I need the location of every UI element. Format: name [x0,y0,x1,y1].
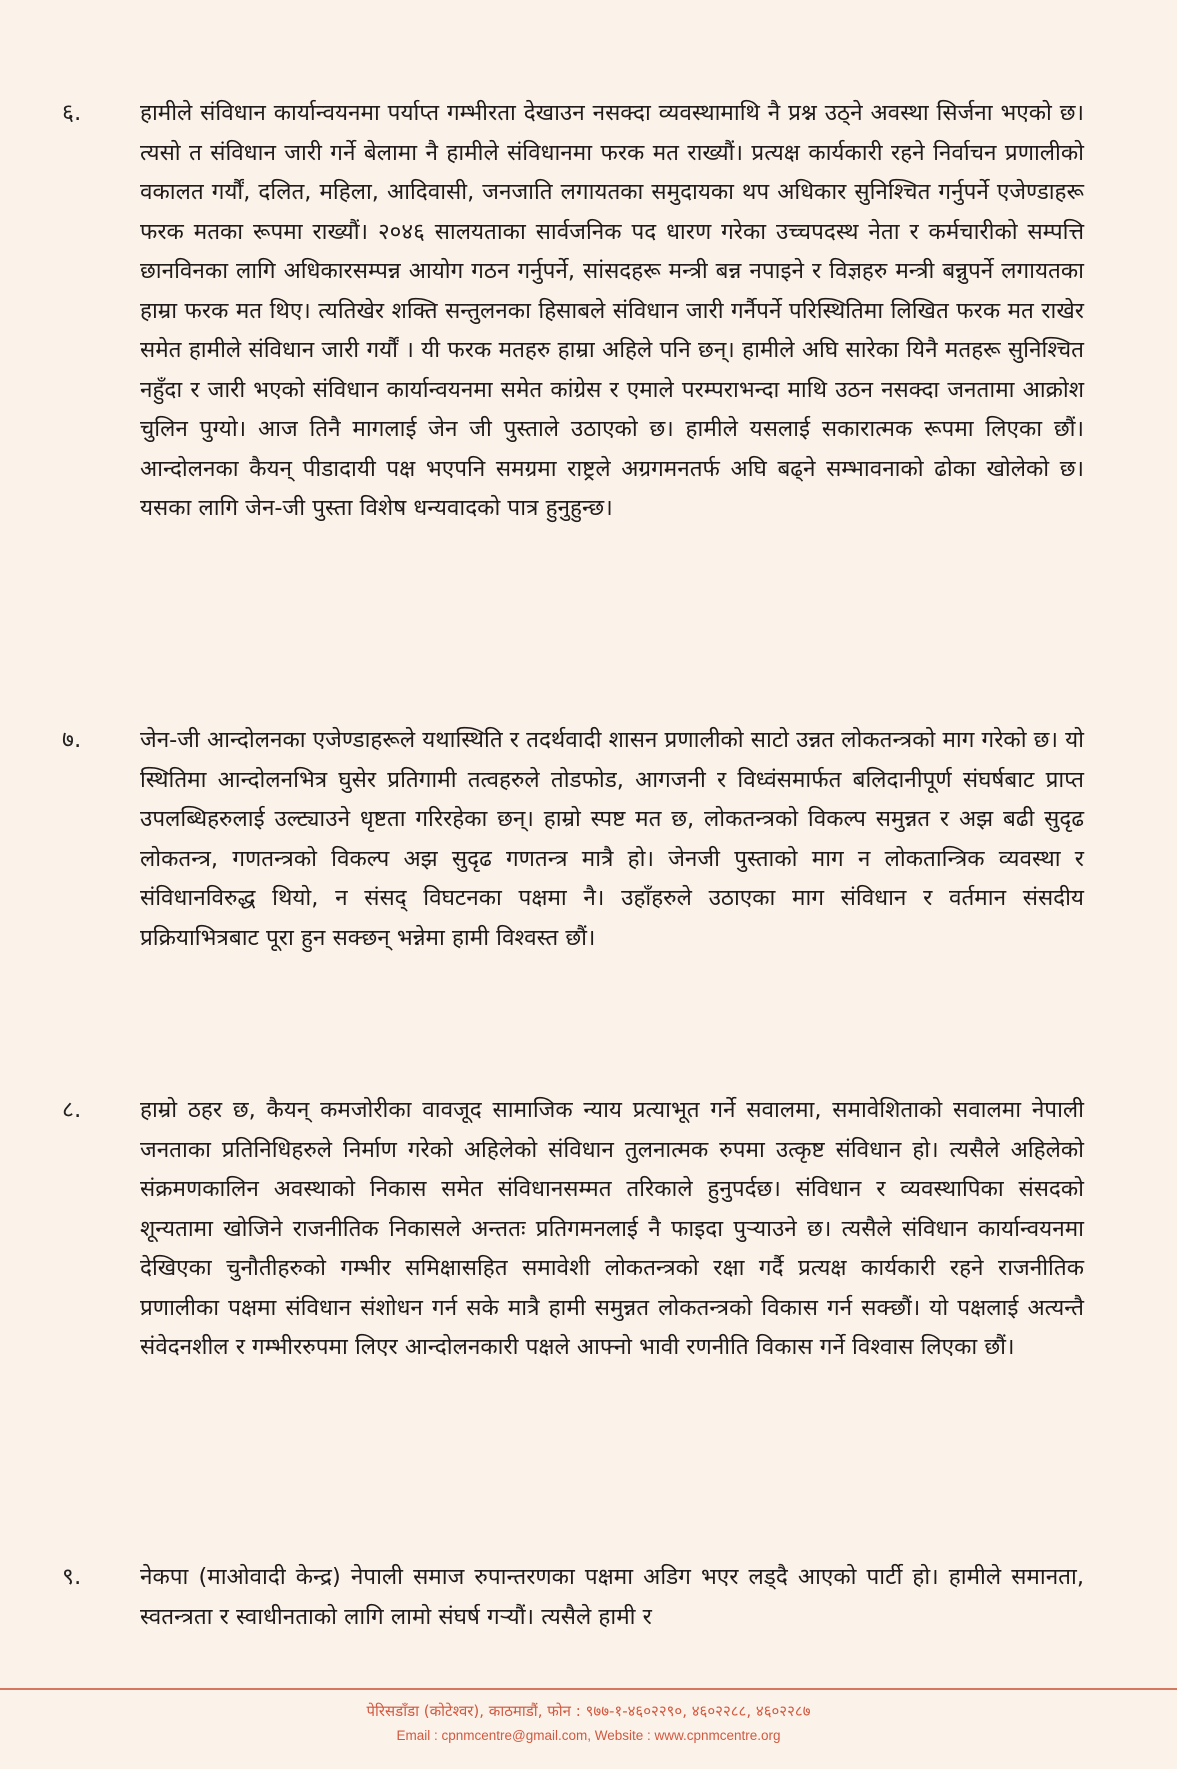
paragraph-text: हामीले संविधान कार्यान्वयनमा पर्याप्त गम्भीरता देखाउन नसक्दा व्यवस्थामाथि नै प्रश्न उठ्ने अवस्था सिर्जना भएको छ। त्यसो त संविधान जारी गर्ने बेलामा नै हामीले संविधानमा फरक मत राख्यौं। प्रत्यक्ष कार्यकारी रहने निर्वाचन प्रणालीको वकालत गर्यौं, दलित, महिला, आदिवासी, जनजाति लगायतका समुदायका थप अधिकार सुनिश्चित गर्नुपर्ने एजेण्डाहरू फरक मतका रूपमा राख्यौं। २०४६ सालयताका सार्वजनिक पद धारण गरेका उच्चपदस्थ नेता र कर्मचारीको सम्पत्ति छानविनका लागि अधिकारसम्पन्न आयोग गठन गर्नुपर्ने, सांसदहरू मन्त्री बन्न नपाइने र विज्ञहरु मन्त्री बन्नुपर्ने लगायतका हाम्रा फरक मत थिए। त्यतिखेर शक्ति सन्तुलनका हिसाबले संविधान जारी गर्नैपर्ने परिस्थितिमा लिखित फरक मत राखेर समेत हामीले संविधान जारी गर्यौं । यी फरक मतहरु हाम्रा अहिले पनि छन्। हामीले अघि सारेका यिनै मतहरू सुनिश्चित नहुँदा र जारी भएको संविधान कार्यान्वयनमा समेत कांग्रेस र एमाले परम्पराभन्दा माथि उठन नसक्दा जनतामा आक्रोश चुलिन पुग्यो। आज तिनै मागलाई जेन जी पुस्ताले उठाएको छ। हामीले यसलाई सकारात्मक रूपमा लिएका छौं। आन्दोलनका कैयन् पीडादायी पक्ष भएपनि समग्रमा राष्ट्रले अग्रगमनतर्फ अघि बढ्ने सम्भावनाको ढोका खोलेको छ। यसका लागि जेन-जी पुस्ता विशेष धन्यवादको पात्र हुनुहुन्छ। [140,100,1084,521]
paragraph-text: हाम्रो ठहर छ, कैयन् कमजोरीका वावजूद सामाजिक न्याय प्रत्याभूत गर्ने सवालमा, समावेशिताको सवालमा नेपाली जनताका प्रतिनिधिहरुले निर्माण गरेको अहिलेको संविधान तुलनात्मक रुपमा उत्कृष्ट संविधान हो। त्यसैले अहिलेको संक्रमणकालिन अवस्थाको निकास समेत संविधानसम्मत तरिकाले हुनुपर्दछ। संविधान र व्यवस्थापिका संसदको शून्यतामा खोजिने राजनीतिक निकासले अन्ततः प्रतिगमनलाई नै फाइदा पुर्‍याउने छ। त्यसैले संविधान कार्यान्वयनमा देखिएका चुनौतीहरुको गम्भीर समिक्षासहित समावेशी लोकतन्त्रको रक्षा गर्दै प्रत्यक्ष कार्यकारी रहने राजनीतिक प्रणालीका पक्षमा संविधान संशोधन गर्न सके मात्रै हामी समुन्नत लोकतन्त्रको विकास गर्न सक्छौं। यो पक्षलाई अत्यन्तै संवेदनशील र गम्भीररुपमा लिएर आन्दोलनकारी पक्षले आफ्नो भावी रणनीति विकास गर्ने विश्वास लिएका छौं। [140,1097,1084,1360]
paragraph-number: ७. [62,727,82,753]
paragraph-text: जेन-जी आन्दोलनका एजेण्डाहरूले यथास्थिति र तदर्थवादी शासन प्रणालीको साटो उन्नत लोकतन्त्रको माग गरेको छ। यो स्थितिमा आन्दोलनभित्र घुसेर प्रतिगामी तत्वहरुले तोडफोड, आगजनी र विध्वंसमार्फत बलिदानीपूर्ण संघर्षबाट प्राप्त उपलब्धिहरुलाई उल्ट्याउने धृष्टता गरिरहेका छन्। हाम्रो स्पष्ट मत छ, लोकतन्त्रको विकल्प समुन्नत र अझ बढी सुदृढ लोकतन्त्र, गणतन्त्रको विकल्प अझ सुदृढ गणतन्त्र मात्रै हो। जेनजी पुस्ताको माग न लोकतान्त्रिक व्यवस्था र संविधानविरुद्ध थियो, न संसद् विघटनका पक्षमा नै। उहाँहरुले उठाएका माग संविधान र वर्तमान संसदीय प्रक्रियाभित्रबाट पूरा हुन सक्छन् भन्नेमा हामी विश्वस्त छौं। [140,727,1085,951]
footer-address: पेरिसडाँडा (कोटेश्वर), काठमाडौं, फोन : ९७७-१-४६०२२९०, ४६०२२८८, ४६०२२८७ [366,1702,811,1720]
paragraph-6 [62,94,1112,529]
paragraph-8 [62,1091,1112,1368]
paragraph-7 [62,721,1112,958]
paragraph-9 [62,1558,1112,1637]
paragraph-number: ९. [62,1564,82,1590]
paragraph-number: ८. [62,1097,82,1123]
footer [0,1700,1177,1746]
paragraph-number: ६. [62,100,82,126]
paragraph-text: नेकपा (माओवादी केन्द्र) नेपाली समाज रुपान्तरणका पक्षमा अडिग भएर लड्दै आएको पार्टी हो। हामीले समानता, स्वतन्त्रता र स्वाधीनताको लागि लामो संघर्ष गर्‍यौं। त्यसैले हामी र [140,1564,1084,1630]
footer-divider [0,1688,1177,1690]
footer-contact: Email : cpnmcentre@gmail.com, Website : www.cpnmcentre.org [396,1728,781,1743]
